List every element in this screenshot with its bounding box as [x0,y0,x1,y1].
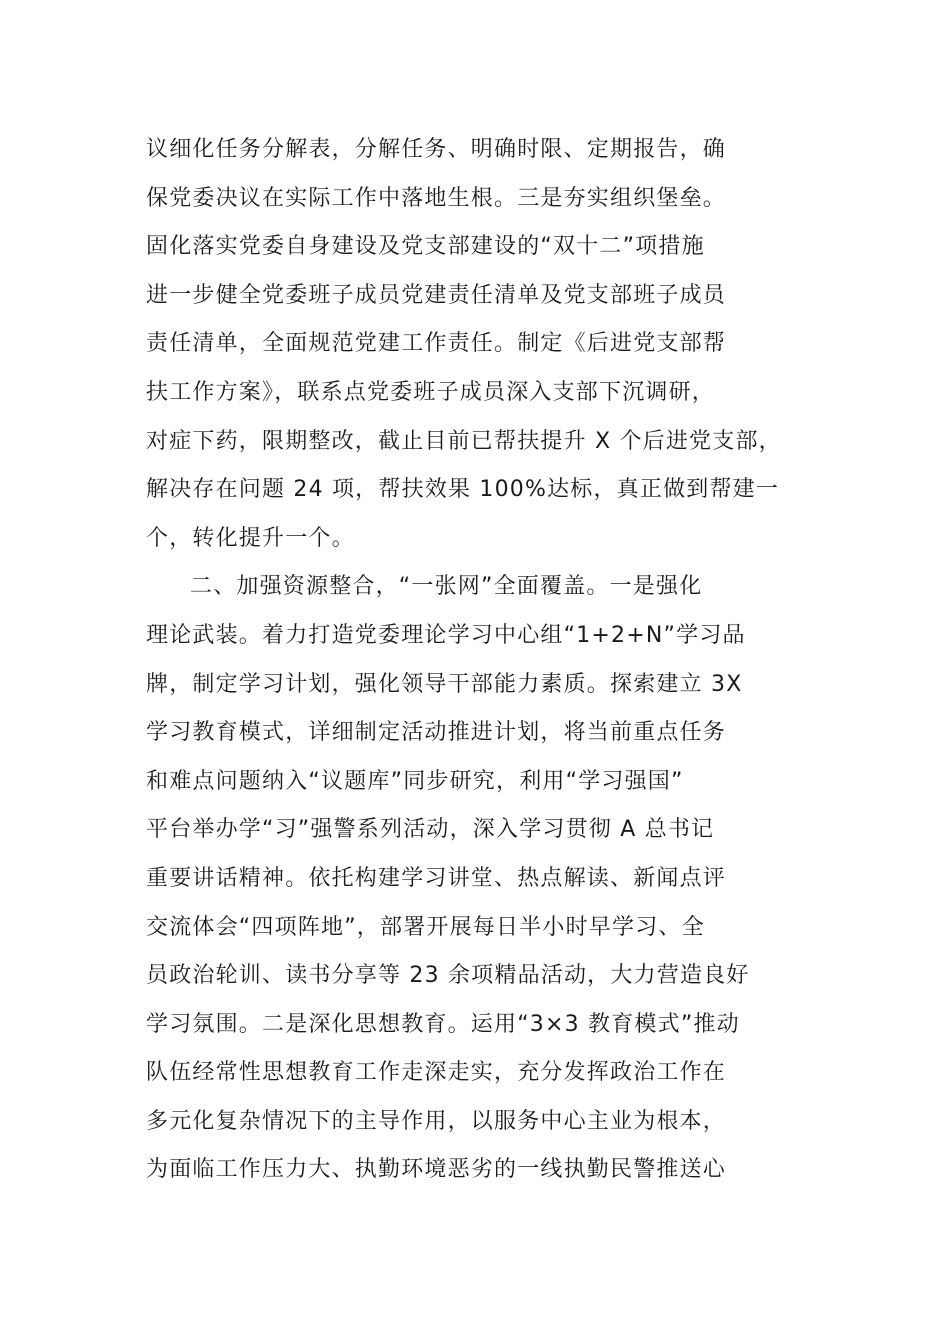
text-line-18: 员政治轮训、读书分享等 23 余项精品活动，大力营造良好 [146,963,750,989]
text-line-3: 固化落实党委自身建设及党支部建设的“双十二”项措施 [146,234,705,260]
text-line-4: 进一步健全党委班子成员党建责任清单及党支部班子成员 [146,282,727,308]
text-line-22: 为面临工作压力大、执勤环境恶劣的一线执勤民警推送心 [146,1157,727,1183]
section-heading-line: 二、加强资源整合，“一张网”全面覆盖。一是强化 [190,574,703,600]
text-line-13: 学习教育模式，详细制定活动推进计划，将当前重点任务 [146,720,727,746]
text-line-9: 个，转化提升一个。 [146,525,355,551]
text-line-12: 牌，制定学习计划，强化领导干部能力素质。探索建立 3X [146,671,743,697]
text-line-15: 平台举办学“习”强警系列活动，深入学习贯彻 A 总书记 [146,817,715,843]
body-text [146,126,826,1195]
text-line-19: 学习氛围。二是深化思想教育。运用“3×3 教育模式”推动 [146,1011,740,1037]
text-line-1: 议细化任务分解表，分解任务、明确时限、定期报告，确 [146,137,727,162]
text-line-6: 扶工作方案》，联系点党委班子成员深入支部下沉调研， [146,379,716,405]
text-line-20: 队伍经常性思想教育工作走深走实，充分发挥政治工作在 [146,1060,727,1086]
text-line-17: 交流体会“四项阵地”，部署开展每日半小时早学习、全 [146,914,705,940]
text-line-7: 对症下药，限期整改，截止目前已帮扶提升 X 个后进党支部， [146,428,782,454]
text-line-11: 理论武装。着力打造党委理论学习中心组“1+2+N”学习品 [146,622,746,648]
text-line-2: 保党委决议在实际工作中落地生根。三是夯实组织堡垒。 [146,185,727,211]
text-line-8: 解决存在问题 24 项，帮扶效果 100%达标，真正做到帮建一 [146,477,780,503]
text-line-21: 多元化复杂情况下的主导作用，以服务中心主业为根本， [146,1108,727,1134]
text-line-14: 和难点问题纳入“议题库”同步研究，利用“学习强国” [146,768,684,794]
text-line-16: 重要讲话精神。依托构建学习讲堂、热点解读、新闻点评 [146,865,727,891]
text-line-5: 责任清单，全面规范党建工作责任。制定《后进党支部帮 [146,331,727,357]
